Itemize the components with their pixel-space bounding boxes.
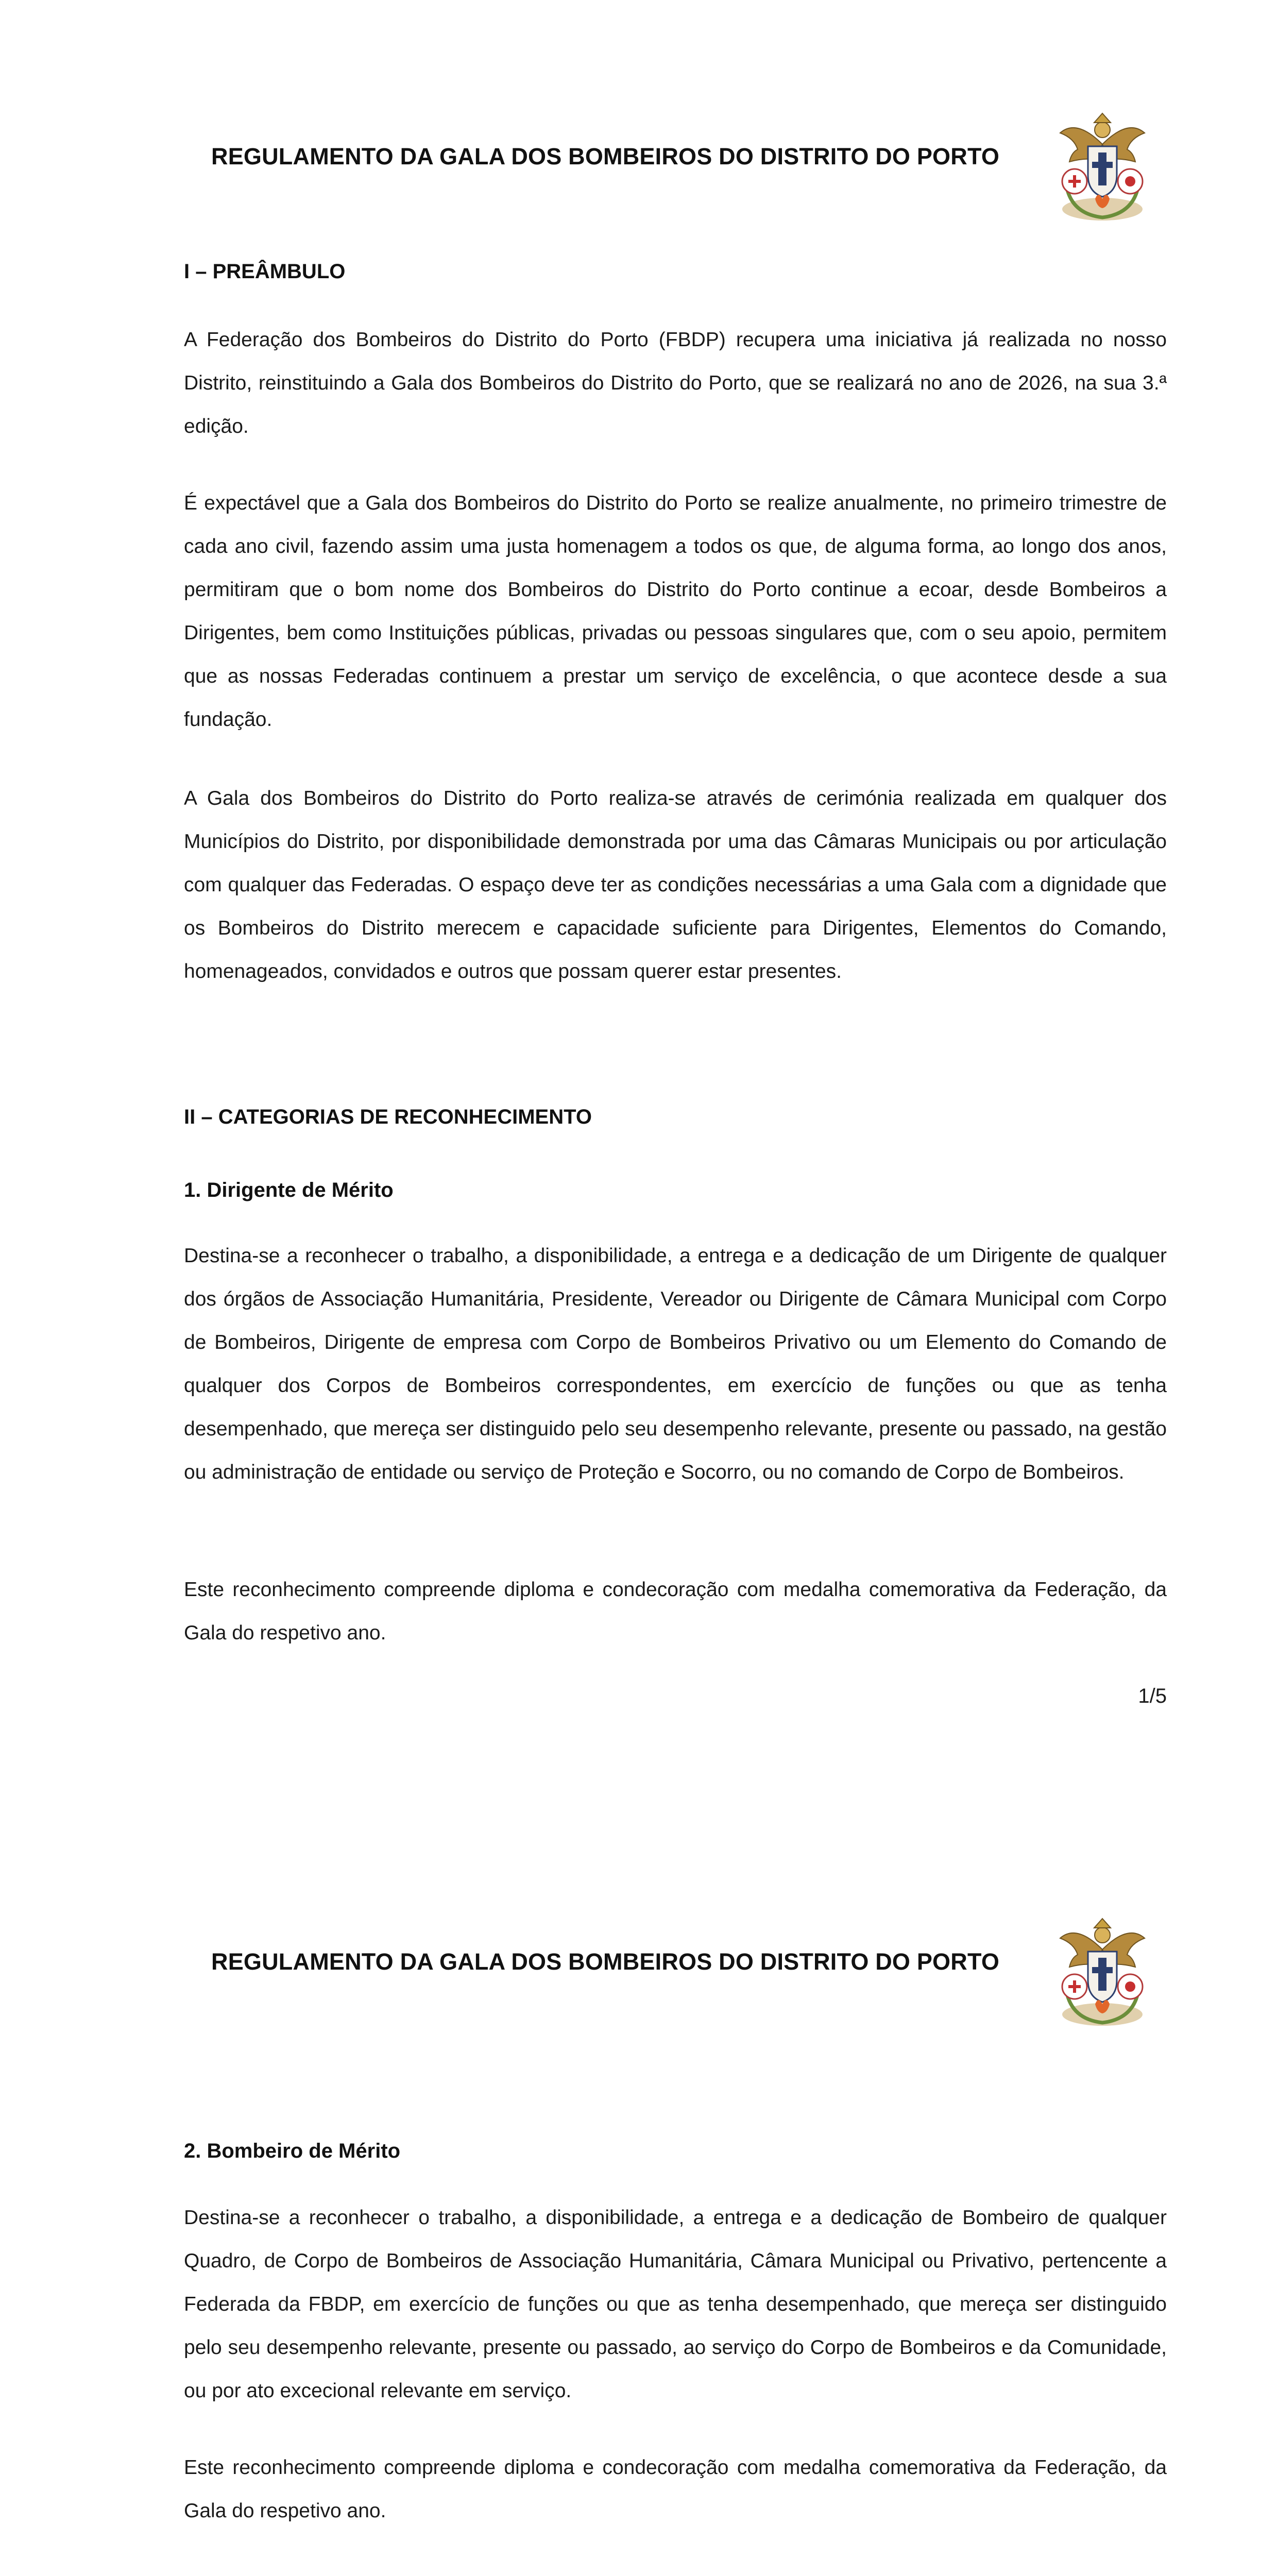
category-2-paragraph-2: Este reconhecimento compreende diploma e condecoração com medalha comemorativa da Federação, da Gala do respetivo ano. xyxy=(184,2456,1167,2522)
category-1-title: 1. Dirigente de Mérito xyxy=(184,1179,394,1201)
preamble-heading: I – PREÂMBULO xyxy=(184,260,346,283)
categories-heading: II – CATEGORIAS DE RECONHECIMENTO xyxy=(184,1106,592,1128)
category-1-paragraph-2: Este reconhecimento compreende diploma e condecoração com medalha comemorativa da Federação, da Gala do respetivo ano. xyxy=(184,1579,1167,1644)
district-emblem-icon xyxy=(1051,1913,1154,2031)
district-emblem-icon xyxy=(1051,108,1154,226)
category-1-paragraph-1: Destina-se a reconhecer o trabalho, a disponibilidade, a entrega e a dedicação de um Dirigente de qualquer dos órgãos de Associação Humanitária, Presidente, Vereador ou Dirigente de Câmara Municipal com Corpo de Bombeiros, Dirigente de empresa com Corpo de Bombeiros Privativo ou um Elemento do Comando de qualquer dos Corpos de Bombeiros correspondentes, em exercício de funções ou que as tenha desempenhado, que mereça ser distinguido pelo seu desempenho relevante, presente ou passado, na gestão ou administração de entidade ou serviço de Proteção e Socorro, ou no comando de Corpo de Bombeiros. xyxy=(184,1245,1167,1483)
document-title: REGULAMENTO DA GALA DOS BOMBEIROS DO DISTRITO DO PORTO xyxy=(211,143,1000,170)
document-title: REGULAMENTO DA GALA DOS BOMBEIROS DO DISTRITO DO PORTO xyxy=(211,1948,1000,1975)
preamble-paragraph-2: É expectável que a Gala dos Bombeiros do Distrito do Porto se realize anualmente, no primeiro trimestre de cada ano civil, fazendo assim uma justa homenagem a todos os que, de alguma forma, ao longo dos anos, permitiram que o bom nome dos Bombeiros do Distrito do Porto continue a ecoar, desde Bombeiros a Dirigentes, bem como Instituições públicas, privadas ou pessoas singulares que, com o seu apoio, permitem que as nossas Federadas continuem a prestar um serviço de excelência, o que acontece desde a sua fundação. xyxy=(184,492,1167,731)
category-2-title: 2. Bombeiro de Mérito xyxy=(184,2140,401,2162)
page-2 xyxy=(0,1807,1277,2576)
category-2-paragraph-1: Destina-se a reconhecer o trabalho, a disponibilidade, a entrega e a dedicação de Bombeiro de qualquer Quadro, de Corpo de Bombeiros de Associação Humanitária, Câmara Municipal ou Privativo, pertencente a Federada da FBDP, em exercício de funções ou que as tenha desempenhado, que mereça ser distinguido pelo seu desempenho relevante, presente ou passado, ao serviço do Corpo de Bombeiros e da Comunidade, ou por ato excecional relevante em serviço. xyxy=(184,2207,1167,2402)
preamble-paragraph-1: A Federação dos Bombeiros do Distrito do Porto (FBDP) recupera uma iniciativa já realizada no nosso Distrito, reinstituindo a Gala dos Bombeiros do Distrito do Porto, que se realizará no ano de 2026, na sua 3.ª edição. xyxy=(184,329,1167,437)
preamble-paragraph-3: A Gala dos Bombeiros do Distrito do Porto realiza-se através de cerimónia realizada em qualquer dos Municípios do Distrito, por disponibilidade demonstrada por uma das Câmaras Municipais ou por articulação com qualquer das Federadas. O espaço deve ter as condições necessárias a uma Gala com a dignidade que os Bombeiros do Distrito merecem e capacidade suficiente para Dirigentes, Elementos do Comando, homenageados, convidados e outros que possam querer estar presentes. xyxy=(184,787,1167,982)
page-number: 1/5 xyxy=(1138,1685,1167,1707)
